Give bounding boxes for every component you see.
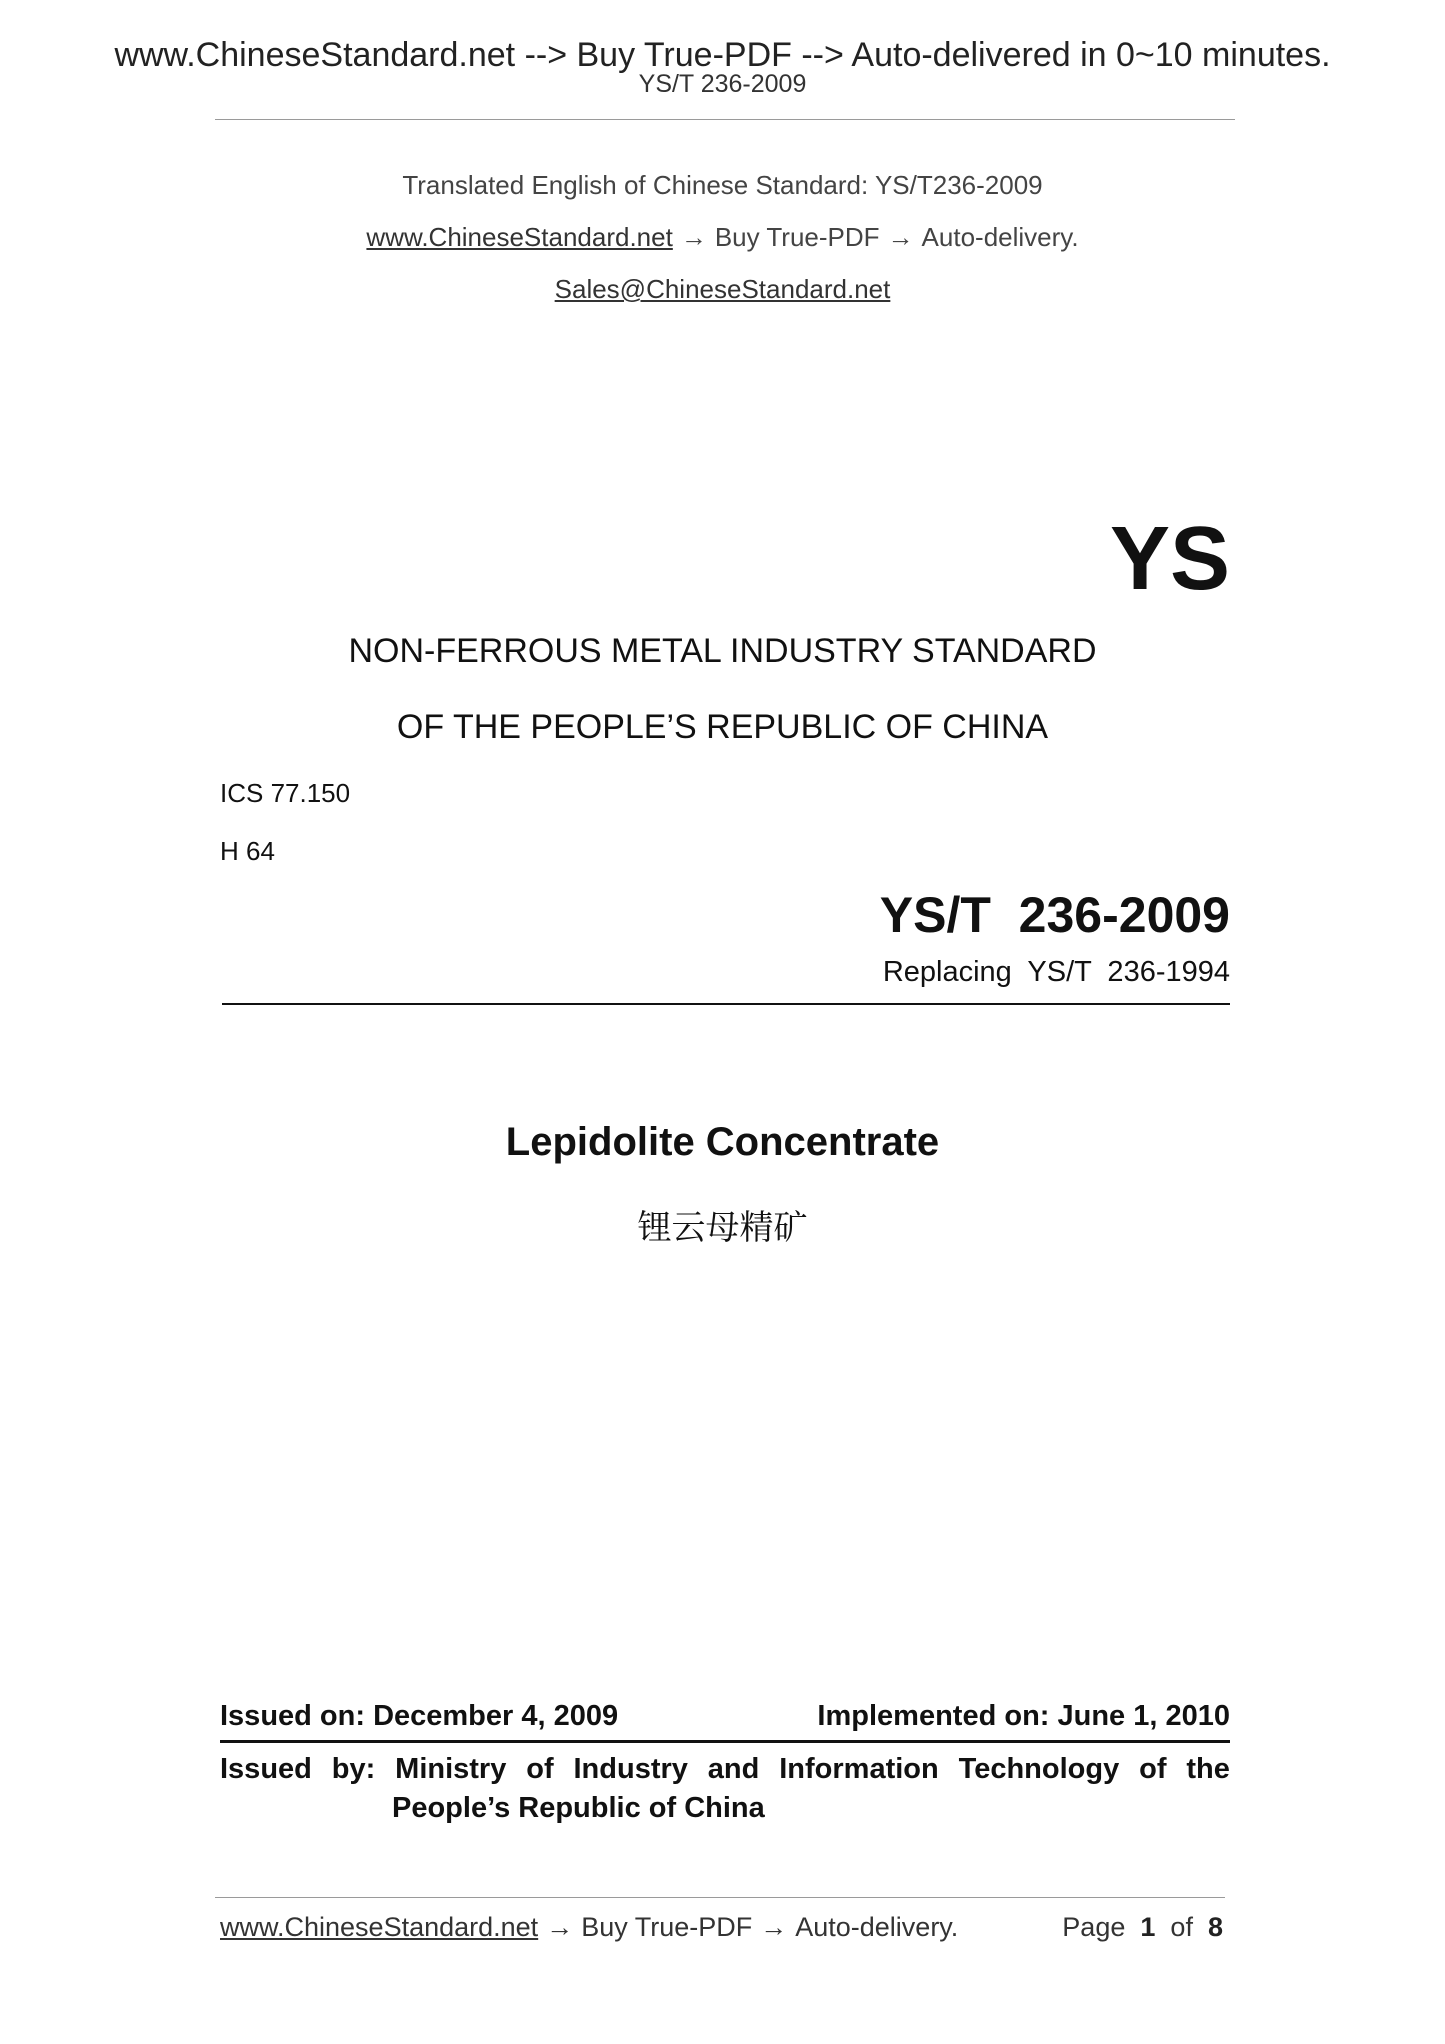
- buy-pdf-text: Buy True-PDF: [714, 222, 880, 252]
- arrow-right-icon: →: [546, 1912, 574, 1942]
- page-total: 8: [1207, 1912, 1223, 1942]
- page-of: of: [1170, 1912, 1193, 1942]
- standard-number: YS/T 236-2009: [879, 887, 1230, 943]
- issued-by-word: Industry: [573, 1753, 688, 1785]
- page-current: 1: [1140, 1912, 1156, 1942]
- ccs-code: H 64: [220, 836, 275, 866]
- issuance-divider: [220, 1740, 1230, 1743]
- issued-by-word: of: [1139, 1753, 1167, 1785]
- issued-on: Issued on: December 4, 2009: [220, 1700, 619, 1732]
- sales-email-link[interactable]: Sales@ChineseStandard.net: [554, 274, 891, 304]
- org-line-2: OF THE PEOPLE’S REPUBLIC OF CHINA: [396, 708, 1049, 746]
- footer-site-link[interactable]: www.ChineseStandard.net: [220, 1912, 539, 1942]
- site-link[interactable]: www.ChineseStandard.net: [366, 222, 673, 252]
- title-divider: [222, 1003, 1230, 1005]
- issued-by-word: Technology: [958, 1753, 1120, 1785]
- document-title-cn: 锂云母精矿: [637, 1209, 808, 1247]
- issued-by-word: Ministry: [395, 1753, 507, 1785]
- issued-by-label: Issued: [220, 1753, 312, 1785]
- arrow-right-icon: →: [760, 1912, 788, 1942]
- running-header: YS/T 236-2009: [638, 70, 807, 98]
- promo-links: [0, 222, 1445, 253]
- footer-links: [220, 1912, 958, 1943]
- auto-delivery-text: Auto-delivery.: [921, 222, 1079, 252]
- issued-by-word: Information: [779, 1753, 939, 1785]
- email-line: [0, 274, 1445, 305]
- ys-logo: YS: [1109, 509, 1230, 609]
- document-title-en: Lepidolite Concentrate: [505, 1120, 940, 1164]
- issued-by: [220, 1753, 1230, 1825]
- footer-divider: [215, 1897, 1225, 1898]
- footer-delivery-text: Auto-delivery.: [795, 1912, 959, 1942]
- arrow-right-icon: →: [680, 222, 707, 252]
- footer-buy-text: Buy True-PDF: [581, 1912, 753, 1942]
- translated-line: Translated English of Chinese Standard: YS/T236-2009: [402, 170, 1043, 200]
- issued-by-word: of: [526, 1753, 554, 1785]
- issued-by-word: and: [707, 1753, 760, 1785]
- header-divider: [215, 119, 1235, 120]
- issued-by-word: by:: [331, 1753, 376, 1785]
- dates-row: [220, 1700, 1230, 1733]
- issued-by-word: the: [1186, 1753, 1230, 1785]
- implemented-on: Implemented on: June 1, 2010: [817, 1700, 1230, 1732]
- replacing-note: Replacing YS/T 236-1994: [882, 956, 1230, 988]
- ics-code: ICS 77.150: [220, 778, 351, 808]
- top-banner: www.ChineseStandard.net --> Buy True-PDF --> Auto-delivered in 0~10 minutes.: [114, 36, 1331, 74]
- arrow-right-icon: →: [887, 222, 914, 252]
- page-number: [1062, 1912, 1223, 1943]
- org-line-1: NON-FERROUS METAL INDUSTRY STANDARD: [348, 632, 1097, 670]
- issued-by-line-2: People’s Republic of China: [392, 1792, 765, 1824]
- page-label: Page: [1062, 1912, 1126, 1942]
